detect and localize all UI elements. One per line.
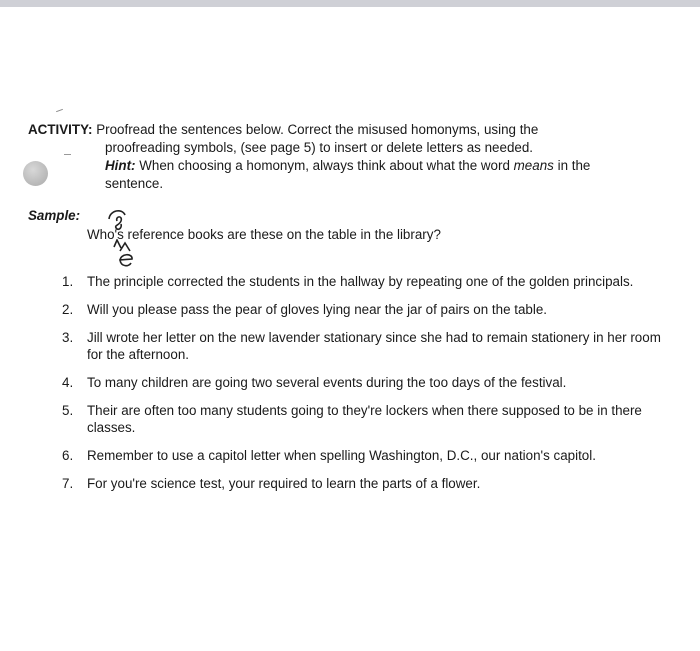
item-text: Their are often too many students going to they're lockers when there supposed to be in there classes. — [87, 403, 642, 435]
sample-label: Sample: — [28, 208, 81, 223]
activity-line-1: Proofread the sentences below. Correct the misused homonyms, using the — [96, 122, 539, 137]
scan-mark — [64, 154, 71, 155]
item-text: For you're science test, your required to learn the parts of a flower. — [87, 476, 481, 491]
top-bar — [0, 0, 700, 7]
hint-text: When choosing a homonym, always think about what the word — [139, 158, 510, 173]
item-number: 3. — [62, 330, 74, 345]
hint-line — [105, 157, 590, 175]
sample-sentence: Who's reference books are these on the table in the library? — [87, 227, 441, 242]
hint-label: Hint: — [105, 158, 136, 173]
item-number: 2. — [62, 302, 74, 317]
list-item — [57, 273, 667, 290]
activity-line-4: sentence. — [105, 176, 164, 191]
hint-emphasis: means — [513, 158, 554, 173]
item-number: 4. — [62, 375, 74, 390]
item-number: 1. — [62, 274, 74, 289]
insert-mark-icon — [112, 239, 138, 269]
hint-text-end: in the — [557, 158, 591, 173]
list-item — [57, 447, 667, 464]
sentence-list — [57, 273, 667, 503]
list-item — [57, 475, 667, 492]
list-item — [57, 374, 667, 391]
item-text: Jill wrote her letter on the new lavender stationary since she had to remain stationery in her room for the afternoon. — [87, 330, 661, 362]
item-text: The principle corrected the students in the hallway by repeating one of the golden principals. — [87, 274, 634, 289]
list-item — [57, 402, 667, 436]
item-number: 7. — [62, 476, 74, 491]
list-item — [57, 301, 667, 318]
item-number: 6. — [62, 448, 74, 463]
item-text: Will you please pass the pear of gloves lying near the jar of pairs on the table. — [87, 302, 548, 317]
list-item — [57, 329, 667, 363]
activity-instructions — [28, 121, 538, 139]
activity-line-2: proofreading symbols, (see page 5) to insert or delete letters as needed. — [105, 140, 534, 155]
activity-label: ACTIVITY: — [28, 122, 93, 137]
item-text: Remember to use a capitol letter when spelling Washington, D.C., our nation's capitol. — [87, 448, 596, 463]
item-text: To many children are going two several events during the too days of the festival. — [87, 375, 567, 390]
binder-hole-icon — [23, 161, 48, 186]
item-number: 5. — [62, 403, 74, 418]
